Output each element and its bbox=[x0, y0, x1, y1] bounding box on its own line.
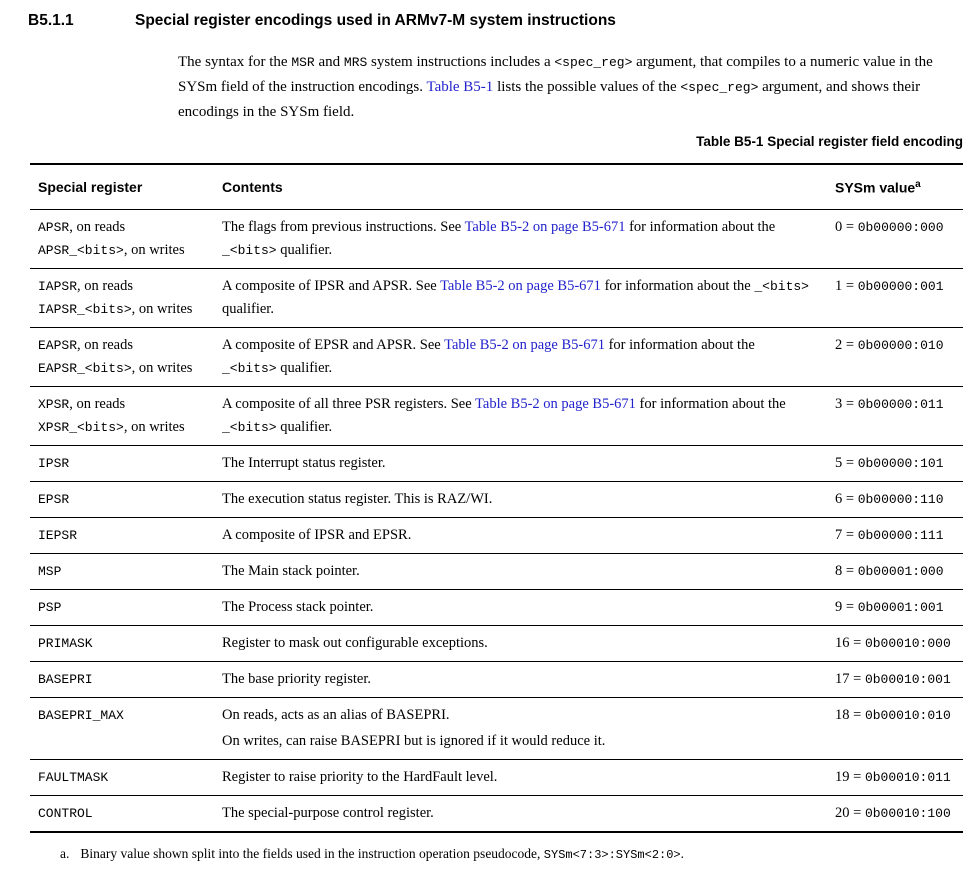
text-segment: 16 = bbox=[835, 634, 865, 651]
text-segment: On writes, can raise BASEPRI but is ignored if it would reduce it. bbox=[222, 732, 606, 749]
register-name-line bbox=[38, 216, 214, 239]
text-segment: The execution status register. This is RAZ/WI. bbox=[222, 490, 493, 507]
code-text: 0b00000:001 bbox=[857, 278, 944, 294]
code-text: 0b00000:010 bbox=[857, 337, 944, 353]
text-segment: qualifier. bbox=[222, 300, 274, 317]
sysm-value-cell bbox=[827, 481, 963, 517]
text-segment: for information about the bbox=[600, 277, 755, 294]
register-name-line bbox=[38, 704, 214, 727]
code-text: EPSR bbox=[38, 491, 70, 507]
register-name-line bbox=[38, 393, 214, 416]
sysm-value-cell bbox=[827, 386, 963, 445]
text-segment: 20 = bbox=[835, 804, 865, 821]
cross-reference-link[interactable]: Table B5-2 on page B5-671 bbox=[464, 218, 626, 235]
text-segment: Register to raise priority to the HardFault level. bbox=[222, 768, 498, 785]
text-segment: 2 = bbox=[835, 336, 858, 353]
column-header-contents: Contents bbox=[214, 164, 827, 209]
special-register-cell bbox=[30, 386, 214, 445]
table-row bbox=[30, 553, 963, 589]
special-register-cell bbox=[30, 445, 214, 481]
text-segment: 3 = bbox=[835, 395, 858, 412]
contents-cell bbox=[214, 481, 827, 517]
code-text: MSP bbox=[38, 563, 62, 579]
code-text: FAULTMASK bbox=[38, 769, 109, 785]
special-register-cell bbox=[30, 517, 214, 553]
contents-cell bbox=[214, 661, 827, 697]
contents-cell bbox=[214, 589, 827, 625]
text-segment: A composite of IPSR and APSR. See bbox=[222, 277, 441, 294]
text-segment: A composite of IPSR and EPSR. bbox=[222, 526, 412, 543]
text-segment: 8 = bbox=[835, 562, 858, 579]
register-name-line bbox=[38, 357, 214, 380]
code-text: <spec_reg> bbox=[554, 55, 633, 70]
special-register-cell bbox=[30, 589, 214, 625]
code-text: EAPSR_<bits> bbox=[38, 360, 132, 376]
code-text: 0b00000:000 bbox=[857, 219, 944, 235]
text-segment: , on reads bbox=[69, 395, 126, 412]
special-register-cell bbox=[30, 327, 214, 386]
contents-paragraph bbox=[222, 393, 809, 439]
text-segment: 18 = bbox=[835, 706, 865, 723]
special-register-table bbox=[30, 163, 963, 833]
code-text: _<bits> bbox=[222, 242, 277, 258]
footnote-text bbox=[80, 846, 684, 861]
table-row bbox=[30, 386, 963, 445]
text-segment: , on reads bbox=[69, 218, 126, 235]
contents-cell bbox=[214, 517, 827, 553]
table-row bbox=[30, 697, 963, 759]
register-name-line bbox=[38, 239, 214, 262]
section-number: B5.1.1 bbox=[28, 12, 74, 29]
text-segment: The Interrupt status register. bbox=[222, 454, 386, 471]
code-text: IEPSR bbox=[38, 527, 78, 543]
register-name-line bbox=[38, 668, 214, 691]
code-text: IAPSR bbox=[38, 278, 78, 294]
code-text: MSR bbox=[291, 55, 315, 70]
text-segment: 0 = bbox=[835, 218, 858, 235]
text-segment: A composite of all three PSR registers. See bbox=[222, 395, 476, 412]
text-segment: , on writes bbox=[123, 241, 185, 258]
code-text: MRS bbox=[343, 55, 368, 70]
text-segment: 7 = bbox=[835, 526, 858, 543]
text-segment: The special-purpose control register. bbox=[222, 804, 434, 821]
text-segment: A composite of EPSR and APSR. See bbox=[222, 336, 445, 353]
table-footnote bbox=[60, 845, 684, 864]
special-register-cell bbox=[30, 209, 214, 268]
sysm-value-cell bbox=[827, 759, 963, 795]
page-title: Special register encodings used in ARMv7-M system instructions bbox=[135, 12, 616, 29]
table-row bbox=[30, 517, 963, 553]
special-register-cell bbox=[30, 697, 214, 759]
code-text: 0b00001:000 bbox=[857, 563, 944, 579]
code-text: 0b00000:111 bbox=[857, 527, 944, 543]
code-text: IPSR bbox=[38, 455, 70, 471]
contents-paragraph bbox=[222, 596, 809, 619]
cross-reference-link[interactable]: Table B5-1 bbox=[426, 79, 494, 95]
code-text: 0b00000:101 bbox=[857, 455, 944, 471]
code-text: EAPSR bbox=[38, 337, 78, 353]
code-text: PRIMASK bbox=[38, 635, 93, 651]
register-name-line bbox=[38, 298, 214, 321]
text-segment: 1 = bbox=[835, 277, 858, 294]
text-segment: The Process stack pointer. bbox=[222, 598, 374, 615]
text-segment: 9 = bbox=[835, 598, 858, 615]
sysm-value-cell bbox=[827, 589, 963, 625]
text-segment: and bbox=[314, 54, 344, 70]
code-text: IAPSR_<bits> bbox=[38, 301, 132, 317]
special-register-cell bbox=[30, 268, 214, 327]
register-name-line bbox=[38, 632, 214, 655]
code-text: BASEPRI bbox=[38, 671, 93, 687]
contents-paragraph bbox=[222, 452, 809, 475]
register-name-line bbox=[38, 275, 214, 298]
contents-cell bbox=[214, 209, 827, 268]
table-caption: Table B5-1 Special register field encoding bbox=[696, 134, 963, 149]
code-text: 0b00010:010 bbox=[864, 707, 951, 723]
text-segment: for information about the bbox=[604, 336, 755, 353]
text-segment: qualifier. bbox=[276, 359, 333, 376]
code-text: APSR bbox=[38, 219, 70, 235]
register-name-line bbox=[38, 802, 214, 825]
text-segment: The Main stack pointer. bbox=[222, 562, 360, 579]
contents-cell bbox=[214, 327, 827, 386]
table-header-row bbox=[30, 164, 963, 209]
sysm-value-cell bbox=[827, 517, 963, 553]
text-segment: argument, and shows their encodings in the SYSm field. bbox=[178, 79, 921, 120]
special-register-cell bbox=[30, 661, 214, 697]
contents-paragraph bbox=[222, 488, 809, 511]
text-segment: , on writes bbox=[123, 418, 185, 435]
contents-paragraph bbox=[222, 668, 809, 691]
table-row bbox=[30, 661, 963, 697]
text-segment: qualifier. bbox=[276, 241, 333, 258]
code-text: BASEPRI_MAX bbox=[38, 707, 124, 723]
code-text: 0b00010:000 bbox=[864, 635, 951, 651]
text-segment: , on reads bbox=[77, 277, 133, 294]
special-register-cell bbox=[30, 553, 214, 589]
sysm-value-cell bbox=[827, 795, 963, 832]
table-row bbox=[30, 589, 963, 625]
contents-cell bbox=[214, 268, 827, 327]
special-register-cell bbox=[30, 625, 214, 661]
code-text: _<bits> bbox=[222, 419, 277, 435]
footnote-marker: a bbox=[915, 179, 921, 190]
register-name-line bbox=[38, 334, 214, 357]
register-name-line bbox=[38, 560, 214, 583]
register-name-line bbox=[38, 596, 214, 619]
text-segment: qualifier. bbox=[276, 418, 333, 435]
text-segment: , on reads bbox=[77, 336, 133, 353]
code-text: XPSR_<bits> bbox=[38, 419, 124, 435]
code-text: _<bits> bbox=[754, 278, 809, 294]
sysm-value-cell bbox=[827, 553, 963, 589]
table-row bbox=[30, 625, 963, 661]
text-segment: The flags from previous instructions. See bbox=[222, 218, 465, 235]
text-segment: The base priority register. bbox=[222, 670, 371, 687]
contents-paragraph bbox=[222, 766, 809, 789]
footnote-label: a. bbox=[60, 846, 70, 861]
code-text: SYSm<7:3>:SYSm<2:0> bbox=[543, 848, 681, 862]
column-header-sysm-value: SYSm value$^a$ bbox=[827, 164, 963, 209]
contents-paragraph bbox=[222, 802, 809, 825]
code-text: _<bits> bbox=[222, 360, 277, 376]
contents-paragraph bbox=[222, 730, 809, 753]
contents-paragraph bbox=[222, 704, 809, 727]
cross-reference-link[interactable]: Table B5-2 on page B5-671 bbox=[475, 395, 636, 412]
text-segment: 6 = bbox=[835, 490, 858, 507]
text-segment: On reads, acts as an alias of BASEPRI. bbox=[222, 706, 450, 723]
table-row bbox=[30, 481, 963, 517]
sysm-value-cell bbox=[827, 268, 963, 327]
contents-cell bbox=[214, 386, 827, 445]
contents-paragraph bbox=[222, 334, 809, 380]
code-text: 0b00010:001 bbox=[864, 671, 951, 687]
sysm-value-cell bbox=[827, 661, 963, 697]
table-row bbox=[30, 268, 963, 327]
code-text: XPSR bbox=[38, 396, 70, 412]
contents-paragraph bbox=[222, 560, 809, 583]
text-segment: lists the possible values of the bbox=[493, 79, 681, 95]
text-segment: , on writes bbox=[131, 359, 193, 376]
register-name-line bbox=[38, 416, 214, 439]
text-segment: system instructions includes a bbox=[367, 54, 555, 70]
text-segment: 17 = bbox=[835, 670, 865, 687]
text-segment: , on writes bbox=[131, 300, 193, 317]
text-segment: The syntax for the bbox=[178, 54, 292, 70]
text-segment: for information about the bbox=[635, 395, 786, 412]
code-text: <spec_reg> bbox=[680, 80, 759, 95]
table-row bbox=[30, 209, 963, 268]
text-segment: 19 = bbox=[835, 768, 865, 785]
sysm-value-cell bbox=[827, 445, 963, 481]
text-segment: 5 = bbox=[835, 454, 858, 471]
code-text: 0b00000:110 bbox=[857, 491, 944, 507]
special-register-cell bbox=[30, 759, 214, 795]
sysm-value-cell bbox=[827, 625, 963, 661]
contents-paragraph bbox=[222, 216, 809, 262]
special-register-cell bbox=[30, 795, 214, 832]
register-name-line bbox=[38, 766, 214, 789]
table-row bbox=[30, 445, 963, 481]
contents-cell bbox=[214, 625, 827, 661]
register-name-line bbox=[38, 524, 214, 547]
sysm-value-cell bbox=[827, 697, 963, 759]
text-segment: for information about the bbox=[625, 218, 776, 235]
code-text: 0b00010:100 bbox=[864, 805, 951, 821]
table-row bbox=[30, 759, 963, 795]
contents-paragraph bbox=[222, 632, 809, 655]
code-text: 0b00001:001 bbox=[857, 599, 944, 615]
text-segment: Binary value shown split into the fields used in the instruction operation pseudocode, bbox=[80, 846, 544, 861]
text-segment: . bbox=[680, 846, 684, 861]
intro-paragraph bbox=[178, 50, 964, 124]
column-header-special-register: Special register bbox=[30, 164, 214, 209]
text-segment: argument, that compiles to a numeric value in the SYSm field of the instruction encodings. bbox=[178, 54, 933, 95]
code-text: 0b00000:011 bbox=[857, 396, 944, 412]
code-text: CONTROL bbox=[38, 805, 93, 821]
special-register-cell bbox=[30, 481, 214, 517]
code-text: 0b00010:011 bbox=[864, 769, 951, 785]
contents-cell bbox=[214, 795, 827, 832]
register-name-line bbox=[38, 488, 214, 511]
cross-reference-link[interactable]: Table B5-2 on page B5-671 bbox=[444, 336, 605, 353]
contents-cell bbox=[214, 759, 827, 795]
contents-cell bbox=[214, 445, 827, 481]
contents-paragraph bbox=[222, 275, 809, 321]
contents-cell bbox=[214, 553, 827, 589]
sysm-value-cell bbox=[827, 209, 963, 268]
register-name-line bbox=[38, 452, 214, 475]
sysm-value-cell bbox=[827, 327, 963, 386]
cross-reference-link[interactable]: Table B5-2 on page B5-671 bbox=[440, 277, 601, 294]
code-text: PSP bbox=[38, 599, 62, 615]
table-row bbox=[30, 795, 963, 832]
text-segment: Register to mask out configurable exceptions. bbox=[222, 634, 488, 651]
table-row bbox=[30, 327, 963, 386]
contents-cell bbox=[214, 697, 827, 759]
code-text: APSR_<bits> bbox=[38, 242, 124, 258]
contents-paragraph bbox=[222, 524, 809, 547]
